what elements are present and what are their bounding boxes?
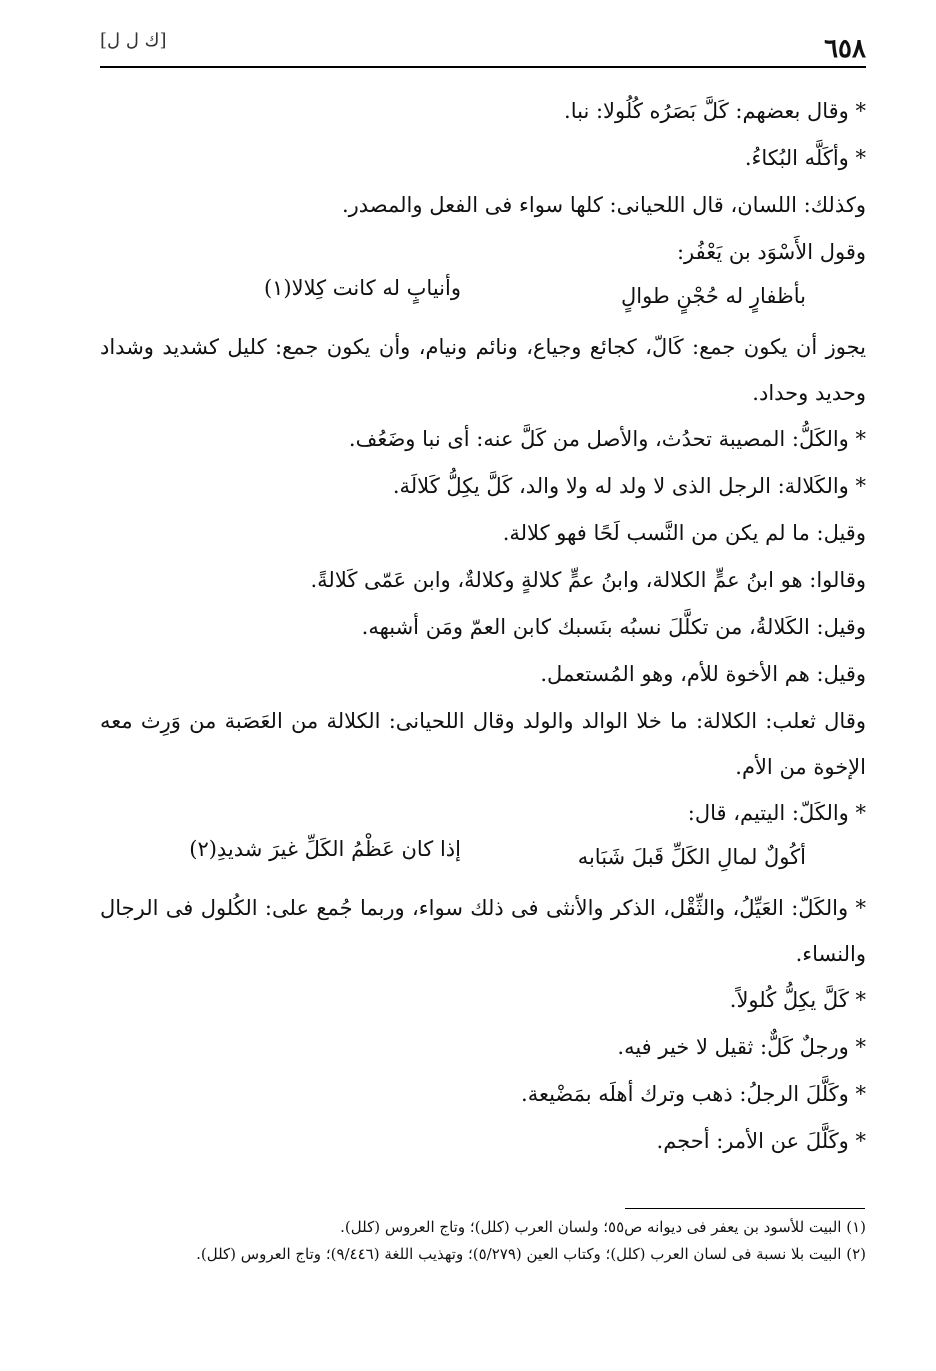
text-line: * والكَلّ: اليتيم، قال: — [687, 801, 866, 825]
poetry-verse — [100, 837, 866, 885]
main-text — [100, 88, 866, 1165]
text-line: * والكَلالة: الرجل الذى لا ولد له ولا والد، كَلَّ يكِلُّ كَلالَة. — [392, 474, 866, 498]
text-line: وقيل: ما لم يكن من النَّسب لَحًا فهو كلالة. — [502, 521, 866, 545]
section-tag: [ك ل ل] — [100, 30, 167, 51]
poetry-verse — [100, 276, 866, 324]
text-line: وقيل: هم الأخوة للأم، وهو المُستعمل. — [540, 662, 866, 686]
page-number: ٦٥٨ — [824, 34, 866, 64]
text-line: * ورجلٌ كَلٌّ: ثقيل لا خير فيه. — [617, 1035, 866, 1059]
text-line: وقيل: الكَلالةُ، من تكلَّلَ نسبُه بنَسبك كابن العمّ ومَن أشبهه. — [361, 615, 866, 639]
text-line: * وقال بعضهم: كَلَّ بَصَرُه كُلُولا: نبا. — [564, 99, 866, 123]
footnote: (٢) البيت بلا نسبة فى لسان العرب (كلل)؛ وكتاب العين (٥/٢٧٩)؛ وتهذيب اللغة (٩/٤٤٦)؛ وتاج العروس (كلل). — [196, 1245, 866, 1263]
footnotes — [100, 1214, 866, 1268]
text-paragraph: وقال ثعلب: الكلالة: ما خلا الوالد والولد وقال اللحيانى: الكلالة من العَصَبة من وَرِث معه الإخوة من الأم. — [100, 709, 866, 779]
header-rule — [100, 66, 866, 68]
verse-hemistich-second: إذا كان عَظْمُ الكَلِّ غيرَ شديدِ(٢) — [189, 837, 461, 861]
text-paragraph: يجوز أن يكون جمع: كَالّ، كجائع وجياع، ونائم ونيام، وأن يكون جمع: كليل كشديد وشداد وحديد وحداد. — [100, 335, 866, 405]
verse-hemistich-first: أكُولٌ لمالِ الكَلِّ قَبلَ شَبَابه — [577, 845, 806, 869]
text-line: * والكَلُّ: المصيبة تحدُث، والأصل من كَلَّ عنه: أى نبا وضَعُف. — [348, 427, 866, 451]
text-line: وكذلك: اللسان، قال اللحيانى: كلها سواء فى الفعل والمصدر. — [341, 193, 866, 217]
text-paragraph: * والكَلّ: العَيِّلُ، والثِّقْل، الذكر والأنثى فى ذلك سواء، وربما جُمع على: الكُلول فى الرجال والنساء. — [100, 896, 866, 966]
text-line: وقالوا: هو ابنُ عمٍّ الكلالة، وابنُ عمٍّ كلالةٍ وكلالةٌ، وابن عَمّى كَلالةً. — [310, 568, 866, 592]
page-header — [100, 30, 866, 70]
text-line: * وأكَلَّه البُكاءُ. — [744, 146, 866, 170]
text-line: * وكَلَّلَ عن الأمر: أحجم. — [656, 1129, 866, 1153]
text-line: وقول الأَسْوَد بن يَعْفُر: — [676, 240, 866, 264]
text-line: * كَلَّ يكِلُّ كُلولاً. — [729, 988, 866, 1012]
verse-hemistich-second: وأنيابٍ له كانت كِلالا(١) — [263, 276, 461, 300]
footnote-rule — [625, 1208, 865, 1209]
footnote: (١) البيت للأسود بن يعفر فى ديوانه ص٥٥؛ ولسان العرب (كلل)؛ وتاج العروس (كلل). — [340, 1218, 866, 1236]
verse-hemistich-first: بأظفارٍ له حُجْنٍ طوالٍ — [621, 284, 806, 308]
text-line: * وكَلَّلَ الرجلُ: ذهب وترك أهلَه بمَضْيعة. — [521, 1082, 866, 1106]
